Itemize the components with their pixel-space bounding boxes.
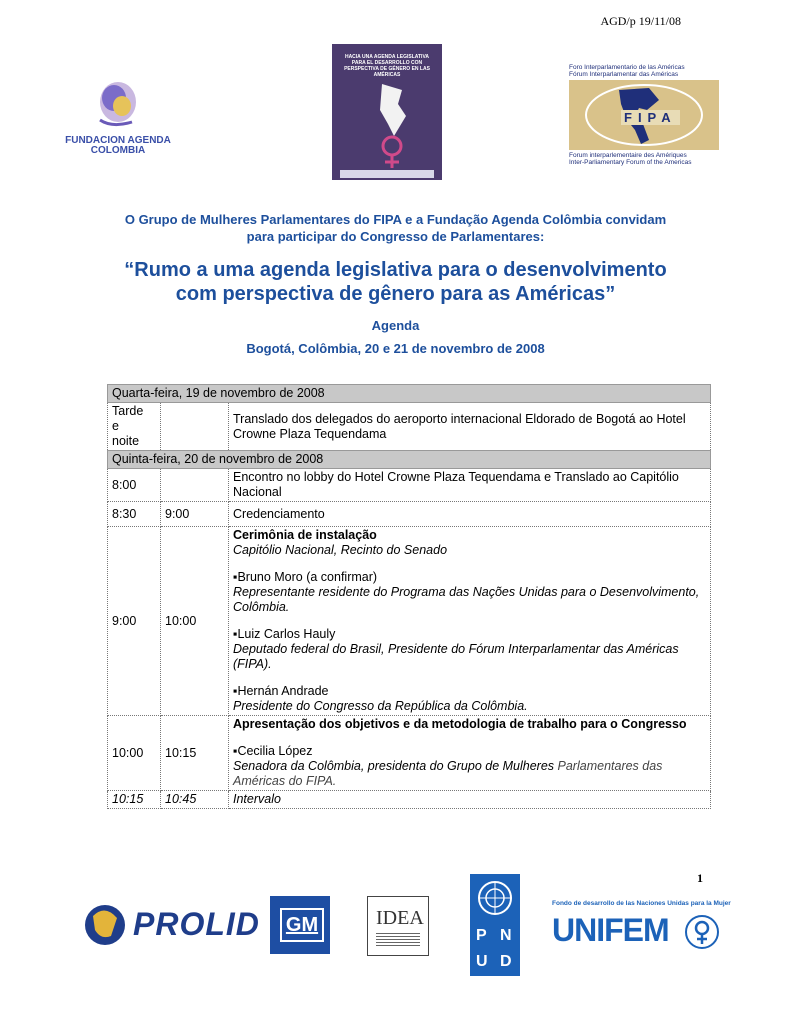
day-header-row [108, 451, 711, 469]
end-time [161, 469, 229, 502]
fipa-caption-portuguese: Fórum Interparlamentar das Américas [569, 71, 679, 78]
gm-wordmark: GM [280, 908, 324, 942]
session-description: Encontro no lobby do Hotel Crowne Plaza Tequendama e Translado ao Capitólio Nacional [229, 469, 711, 502]
speaker-role: Representante residente do Programa das Nações Unidas para o Desenvolvimento, Colômbia. [233, 585, 700, 614]
table-row [108, 502, 711, 527]
start-time: 10:00 [108, 716, 161, 791]
end-time: 10:00 [161, 527, 229, 716]
speaker-role: Presidente do Congresso da República da Colômbia. [233, 699, 528, 713]
event-poster-image [332, 44, 442, 180]
table-row [108, 469, 711, 502]
session-description [229, 527, 711, 716]
event-title-line-2: com perspectiva de gênero para as Américas” [175, 283, 616, 305]
fipa-caption-english: Inter-Parliamentary Forum of the Americas [569, 159, 692, 166]
fipa-wordmark: FIPA [621, 110, 680, 125]
place-and-date: Bogotá, Colômbia, 20 e 21 de novembro de 2008 [246, 341, 545, 356]
speaker-role: Deputado federal do Brasil, Presidente do Fórum Interparlamentar das Américas (FIPA). [233, 642, 679, 671]
fipa-logo [569, 64, 723, 169]
speaker-name: ▪ Cecilia López [233, 744, 706, 759]
prolid-globe-icon [83, 896, 127, 954]
table-row [108, 791, 711, 809]
gm-logo [270, 896, 330, 954]
prolid-logo [83, 896, 260, 954]
session-description [229, 716, 711, 791]
session-description: Translado dos delegados do aeroporto internacional Eldorado de Bogotá ao Hotel Crowne Plaza Tequendama [229, 403, 711, 451]
unifem-caption: Fondo de desarrollo de las Naciones Unidas para la Mujer [552, 900, 731, 907]
pnud-letter: N [500, 927, 512, 944]
speaker-name: ▪ Bruno Moro (a confirmar) [233, 570, 706, 585]
start-time: 10:15 [108, 791, 161, 809]
start-time: 9:00 [108, 527, 161, 716]
table-row [108, 403, 711, 451]
agenda-heading: Agenda [371, 318, 420, 333]
end-time: 10:15 [161, 716, 229, 791]
unifem-wordmark: UNIFEM [552, 912, 669, 948]
session-venue: Capitólio Nacional, Recinto do Senado [233, 543, 448, 557]
session-heading: Cerimônia de instalação [233, 528, 377, 542]
pnud-letter: U [476, 953, 488, 970]
unifem-logo [552, 896, 731, 958]
end-time [161, 403, 229, 451]
start-time: 8:30 [108, 502, 161, 527]
fipa-caption-spanish: Foro Interparlamentario de las Américas [569, 64, 685, 71]
poster-caption: HACIA UNA AGENDA LEGISLATIVA PARA EL DESARROLLO CON PERSPECTIVA DE GÉNERO EN LAS AMÉRICAS [344, 54, 430, 78]
session-description: Credenciamento [229, 502, 711, 527]
start-time: 8:00 [108, 469, 161, 502]
fipa-caption-french: Forum interparlementaire des Amériques [569, 152, 687, 159]
prolid-wordmark: PROLID [133, 906, 260, 942]
document-reference: AGD/p 19/11/08 [600, 14, 681, 28]
invitation-line-1: O Grupo de Mulheres Parlamentares do FIPA e a Fundação Agenda Colômbia convidam [124, 212, 667, 227]
unifem-emblem-icon [684, 912, 720, 952]
fundacion-agenda-colombia-logo [52, 78, 184, 158]
day-header: Quinta-feira, 20 de novembro de 2008 [108, 451, 711, 469]
table-row [108, 527, 711, 716]
fundacion-head-icon [52, 78, 184, 136]
speaker-name: ▪ Luiz Carlos Hauly [233, 627, 706, 642]
start-time [108, 403, 161, 451]
pnud-logo [470, 874, 520, 976]
un-emblem-icon [470, 874, 520, 920]
speaker-role-part-2: Parlamentares das Américas do FIPA. [233, 759, 663, 788]
day-header-row [108, 385, 711, 403]
session-description: Intervalo [229, 791, 711, 809]
invitation-line-2: para participar do Congresso de Parlamentares: [246, 229, 545, 244]
poster-art-icon [332, 44, 442, 180]
table-row [108, 716, 711, 791]
speaker-name: ▪ Hernán Andrade [233, 684, 706, 699]
day-header: Quarta-feira, 19 de novembro de 2008 [108, 385, 711, 403]
end-time: 10:45 [161, 791, 229, 809]
speaker-role [233, 759, 706, 789]
start-time-text: Tarde e noite [112, 404, 144, 448]
event-title-line-1: “Rumo a uma agenda legislativa para o desenvolvimento [124, 259, 667, 281]
idea-logo [367, 896, 429, 956]
fundacion-logo-line-1: FUNDACION AGENDA [65, 135, 171, 146]
fundacion-logo-line-2: COLOMBIA [90, 145, 146, 156]
page-number: 1 [697, 871, 703, 885]
speaker-role-part-1: Senadora da Colômbia, presidenta do Grupo de Mulheres [233, 759, 555, 773]
pnud-letter: P [476, 927, 487, 944]
pnud-letter: D [500, 953, 512, 970]
idea-wordmark: IDEA [376, 907, 424, 929]
session-heading: Apresentação dos objetivos e da metodologia de trabalho para o Congresso [233, 717, 687, 731]
agenda-table [107, 384, 711, 809]
end-time: 9:00 [161, 502, 229, 527]
